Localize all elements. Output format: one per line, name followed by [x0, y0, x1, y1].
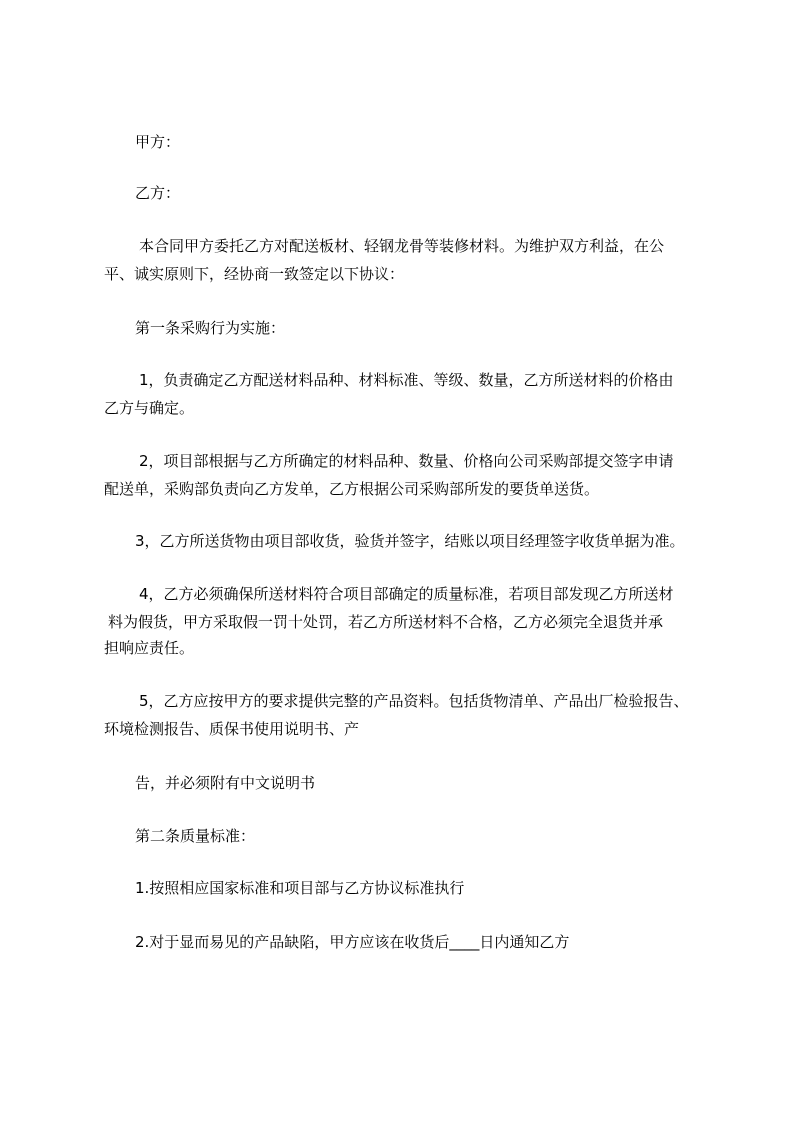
article-1-item-1-line-1: 1，负责确定乙方配送材料品种、材料标准、等级、数量，乙方所送材料的价格由: [139, 371, 674, 389]
article-1-item-5-line-3: 告，并必须附有中文说明书: [135, 774, 316, 792]
article-1-title: 第一条采购行为实施：: [135, 319, 286, 337]
article-1-item-5-line-1: 5，乙方应按甲方的要求提供完整的产品资料。包括货物清单、产品出厂检验报告、: [139, 692, 689, 710]
party-b-label: 乙方：: [135, 184, 181, 202]
article-1-item-1-line-2: 乙方与确定。: [104, 399, 195, 417]
intro-paragraph-line-2: 平、诚实原则下，经协商一致签定以下协议：: [104, 265, 405, 283]
article-2-title: 第二条质量标准：: [135, 827, 256, 845]
article-1-item-4-line-3: 担响应责任。: [104, 639, 195, 657]
quality-item-2: 2.对于显而易见的产品缺陷，甲方应该在收货后____日内通知乙方: [135, 933, 570, 951]
article-1-item-4-line-2: 料为假货，甲方采取假一罚十处罚，若乙方所送材料不合格，乙方必须完全退货并承: [108, 613, 664, 631]
party-a-label: 甲方：: [135, 133, 181, 151]
article-1-item-3-line-1: 3，乙方所送货物由项目部收货，验货并签字，结账以项目经理签字收货单据为准。: [135, 532, 685, 550]
article-1-item-5-line-2: 环境检测报告、质保书使用说明书、产: [104, 720, 360, 738]
intro-paragraph-line-1: 本合同甲方委托乙方对配送板材、轻钢龙骨等装修材料。为维护双方利益，在公: [139, 237, 665, 255]
article-1-item-4-line-1: 4，乙方必须确保所送材料符合项目部确定的质量标准，若项目部发现乙方所送材: [139, 585, 674, 603]
article-1-item-2-line-2: 配送单，采购部负责向乙方发单，乙方根据公司采购部所发的要货单送货。: [104, 480, 600, 498]
article-1-item-2-line-1: 2，项目部根据与乙方所确定的材料品种、数量、价格向公司采购部提交签字申请: [139, 452, 674, 470]
quality-item-1: 1.按照相应国家标准和项目部与乙方协议标准执行: [135, 879, 465, 897]
